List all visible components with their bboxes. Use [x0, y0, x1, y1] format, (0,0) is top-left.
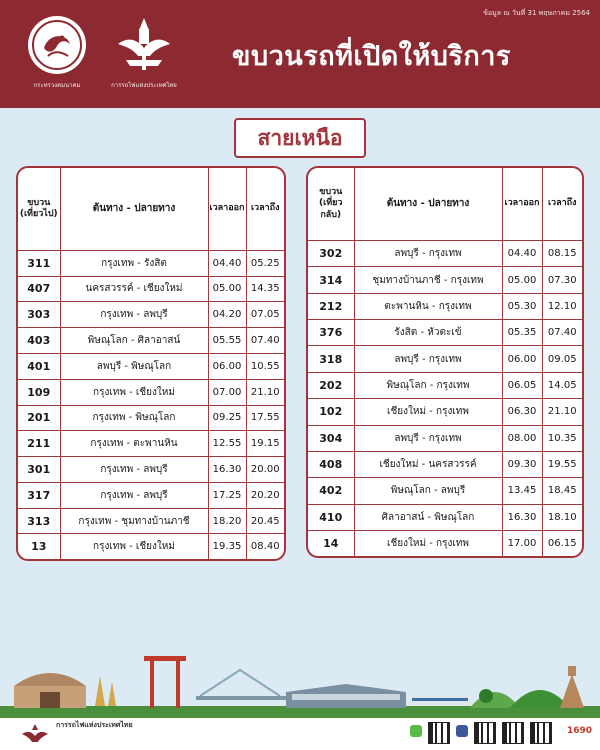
outbound-table-row	[18, 302, 284, 328]
return-route-cell: เชียงใหม่ - กรุงเทพ	[354, 399, 502, 425]
return-train-number-cell: 202	[308, 372, 354, 398]
outbound-table-row	[18, 457, 284, 483]
return-route-cell: ชุมทางบ้านภาชี - กรุงเทพ	[354, 267, 502, 293]
return-route-cell: ลพบุรี - กรุงเทพ	[354, 240, 502, 266]
outbound-arrive-time-cell: 21.10	[246, 379, 284, 405]
return-route-cell: ศิลาอาสน์ - พิษณุโลก	[354, 504, 502, 530]
outbound-train-number-cell: 313	[18, 508, 60, 534]
outbound-table-row	[18, 431, 284, 457]
hotline-number[interactable]: 1690	[566, 726, 592, 736]
return-train-number-cell: 402	[308, 478, 354, 504]
return-route-cell: พิษณุโลก - ลพบุรี	[354, 478, 502, 504]
outbound-table-row	[18, 276, 284, 302]
outbound-arrive-time-cell: 20.20	[246, 482, 284, 508]
return-table-row	[308, 451, 582, 477]
return-arrive-time-cell: 09.05	[542, 346, 582, 372]
return-depart-time-cell: 17.00	[502, 530, 542, 556]
footer-org-name: การรถไฟแห่งประเทศไทย	[56, 721, 133, 729]
footer-org-block	[56, 721, 196, 730]
outbound-route-cell: กรุงเทพ - รังสิต	[60, 250, 208, 276]
outbound-schedule-table	[16, 166, 286, 561]
outbound-depart-time-cell: 05.00	[208, 276, 246, 302]
outbound-route-cell: กรุงเทพ - เชียงใหม่	[60, 534, 208, 559]
outbound-table-row	[18, 534, 284, 559]
return-arrive-time-cell: 18.45	[542, 478, 582, 504]
outbound-table-row	[18, 353, 284, 379]
outbound-arrive-time-cell: 10.55	[246, 353, 284, 379]
page-title: ขบวนรถที่เปิดให้บริการ	[232, 41, 511, 72]
outbound-train-number-cell: 407	[18, 276, 60, 302]
return-train-number-cell: 410	[308, 504, 354, 530]
return-table-row	[308, 346, 582, 372]
outbound-route-cell: กรุงเทพ - ลพบุรี	[60, 482, 208, 508]
return-depart-time-cell: 05.00	[502, 267, 542, 293]
return-depart-time-cell: 08.00	[502, 425, 542, 451]
line-app-icon	[410, 725, 422, 737]
outbound-route-cell: นครสวรรค์ - เชียงใหม่	[60, 276, 208, 302]
return-arrive-time-cell: 21.10	[542, 399, 582, 425]
outbound-depart-time-cell: 04.40	[208, 250, 246, 276]
return-route-cell: ตะพานหิน - กรุงเทพ	[354, 293, 502, 319]
srt-logo	[104, 14, 184, 90]
outbound-arrive-time-cell: 14.35	[246, 276, 284, 302]
date-note: ข้อมูล ณ วันที่ 31 พฤษภาคม 2564	[483, 9, 590, 17]
outbound-train-number-cell: 311	[18, 250, 60, 276]
outbound-depart-time-cell: 19.35	[208, 534, 246, 559]
outbound-route-header: ต้นทาง - ปลายทาง	[60, 168, 208, 250]
srt-caption: การรถไฟแห่งประเทศไทย	[111, 82, 177, 89]
outbound-depart-time-cell: 12.55	[208, 431, 246, 457]
return-route-cell: รังสิต - หัวตะเข้	[354, 320, 502, 346]
return-schedule-table	[306, 166, 584, 558]
outbound-route-cell: พิษณุโลก - ศิลาอาสน์	[60, 328, 208, 354]
return-table-row	[308, 320, 582, 346]
return-arrive-time-cell: 18.10	[542, 504, 582, 530]
return-train-number-cell: 302	[308, 240, 354, 266]
return-route-cell: พิษณุโลก - กรุงเทพ	[354, 372, 502, 398]
srt-emblem-icon	[112, 14, 176, 76]
outbound-header-row	[18, 168, 284, 250]
return-train-header-line2: (เที่ยวกลับ)	[319, 198, 343, 220]
header-banner	[0, 0, 600, 108]
outbound-route-cell: กรุงเทพ - พิษณุโลก	[60, 405, 208, 431]
outbound-depart-time-cell: 06.00	[208, 353, 246, 379]
return-arrive-time-cell: 07.30	[542, 267, 582, 293]
outbound-arrive-time-cell: 17.55	[246, 405, 284, 431]
outbound-depart-time-cell: 05.55	[208, 328, 246, 354]
outbound-train-number-cell: 201	[18, 405, 60, 431]
return-table-row	[308, 530, 582, 556]
qr-code-2[interactable]	[474, 722, 496, 744]
outbound-arrive-time-cell: 07.40	[246, 328, 284, 354]
outbound-table-row	[18, 482, 284, 508]
outbound-train-header-line1: ขบวน	[27, 197, 51, 208]
outbound-arrive-time-cell: 08.40	[246, 534, 284, 559]
return-depart-time-cell: 05.30	[502, 293, 542, 319]
outbound-train-number-cell: 303	[18, 302, 60, 328]
return-train-header	[308, 168, 354, 240]
return-depart-header: เวลาออก	[502, 168, 542, 240]
return-depart-time-cell: 09.30	[502, 451, 542, 477]
return-arrive-time-cell: 08.15	[542, 240, 582, 266]
return-arrive-time-cell: 10.35	[542, 425, 582, 451]
outbound-train-number-cell: 403	[18, 328, 60, 354]
return-route-cell: ลพบุรี - กรุงเทพ	[354, 425, 502, 451]
return-depart-time-cell: 05.35	[502, 320, 542, 346]
outbound-arrive-time-cell: 20.00	[246, 457, 284, 483]
outbound-depart-time-cell: 16.30	[208, 457, 246, 483]
return-depart-time-cell: 06.00	[502, 346, 542, 372]
return-depart-time-cell: 13.45	[502, 478, 542, 504]
outbound-train-number-cell: 109	[18, 379, 60, 405]
outbound-arrive-header: เวลาถึง	[246, 168, 284, 250]
return-table-row	[308, 425, 582, 451]
outbound-arrive-time-cell: 05.25	[246, 250, 284, 276]
return-arrive-time-cell: 19.55	[542, 451, 582, 477]
return-train-number-cell: 102	[308, 399, 354, 425]
return-depart-time-cell: 06.30	[502, 399, 542, 425]
outbound-route-cell: กรุงเทพ - ตะพานหิน	[60, 431, 208, 457]
outbound-train-header	[18, 168, 60, 250]
footer	[0, 718, 600, 750]
return-train-number-cell: 304	[308, 425, 354, 451]
return-route-cell: เชียงใหม่ - กรุงเทพ	[354, 530, 502, 556]
outbound-table-row	[18, 508, 284, 534]
outbound-route-cell: ลพบุรี - พิษณุโลก	[60, 353, 208, 379]
qr-item-2[interactable]	[456, 722, 468, 744]
qr-item-1[interactable]	[410, 722, 422, 744]
return-table-row	[308, 399, 582, 425]
outbound-arrive-time-cell: 19.15	[246, 431, 284, 457]
return-depart-time-cell: 06.05	[502, 372, 542, 398]
outbound-arrive-time-cell: 20.45	[246, 508, 284, 534]
outbound-route-cell: กรุงเทพ - ลพบุรี	[60, 302, 208, 328]
return-arrive-header: เวลาถึง	[542, 168, 582, 240]
return-train-number-cell: 408	[308, 451, 354, 477]
outbound-route-cell: กรุงเทพ - เชียงใหม่	[60, 379, 208, 405]
outbound-depart-time-cell: 04.20	[208, 302, 246, 328]
return-header-row	[308, 168, 582, 240]
return-route-cell: ลพบุรี - กรุงเทพ	[354, 346, 502, 372]
outbound-route-cell: กรุงเทพ - ลพบุรี	[60, 457, 208, 483]
return-depart-time-cell: 04.40	[502, 240, 542, 266]
return-table-row	[308, 372, 582, 398]
return-route-header: ต้นทาง - ปลายทาง	[354, 168, 502, 240]
footer-srt-logo-icon	[20, 722, 50, 746]
return-depart-time-cell: 16.30	[502, 504, 542, 530]
return-train-number-cell: 314	[308, 267, 354, 293]
outbound-train-number-cell: 301	[18, 457, 60, 483]
outbound-table-row	[18, 250, 284, 276]
outbound-depart-time-cell: 18.20	[208, 508, 246, 534]
ministry-caption: กระทรวงคมนาคม	[33, 82, 81, 89]
return-table-row	[308, 240, 582, 266]
return-train-header-line1: ขบวน	[319, 187, 343, 198]
outbound-table-row	[18, 405, 284, 431]
outbound-train-number-cell: 211	[18, 431, 60, 457]
outbound-table-row	[18, 328, 284, 354]
qr-code-row	[410, 722, 552, 744]
outbound-arrive-time-cell: 07.05	[246, 302, 284, 328]
qr-code-1[interactable]	[428, 722, 450, 744]
return-arrive-time-cell: 12.10	[542, 293, 582, 319]
outbound-train-header-line2: (เที่ยวไป)	[19, 208, 58, 219]
outbound-depart-header: เวลาออก	[208, 168, 246, 250]
outbound-depart-time-cell: 17.25	[208, 482, 246, 508]
region-title: สายเหนือ	[234, 118, 366, 158]
return-table-row	[308, 267, 582, 293]
facebook-app-icon	[456, 725, 468, 737]
outbound-train-number-cell: 401	[18, 353, 60, 379]
return-table-row	[308, 504, 582, 530]
return-arrive-time-cell: 14.05	[542, 372, 582, 398]
return-train-number-cell: 14	[308, 530, 354, 556]
ministry-emblem-icon	[26, 14, 88, 76]
return-table-row	[308, 478, 582, 504]
return-arrive-time-cell: 07.40	[542, 320, 582, 346]
outbound-depart-time-cell: 07.00	[208, 379, 246, 405]
return-arrive-time-cell: 06.15	[542, 530, 582, 556]
outbound-route-cell: กรุงเทพ - ชุมทางบ้านภาชี	[60, 508, 208, 534]
city-skyline-illustration	[0, 636, 600, 724]
ministry-logo	[24, 14, 90, 90]
outbound-table-row	[18, 379, 284, 405]
return-train-number-cell: 212	[308, 293, 354, 319]
outbound-train-number-cell: 13	[18, 534, 60, 559]
qr-code-3[interactable]	[502, 722, 524, 744]
qr-code-4[interactable]	[530, 722, 552, 744]
outbound-train-number-cell: 317	[18, 482, 60, 508]
return-table-row	[308, 293, 582, 319]
return-train-number-cell: 318	[308, 346, 354, 372]
return-train-number-cell: 376	[308, 320, 354, 346]
return-route-cell: เชียงใหม่ - นครสวรรค์	[354, 451, 502, 477]
outbound-depart-time-cell: 09.25	[208, 405, 246, 431]
